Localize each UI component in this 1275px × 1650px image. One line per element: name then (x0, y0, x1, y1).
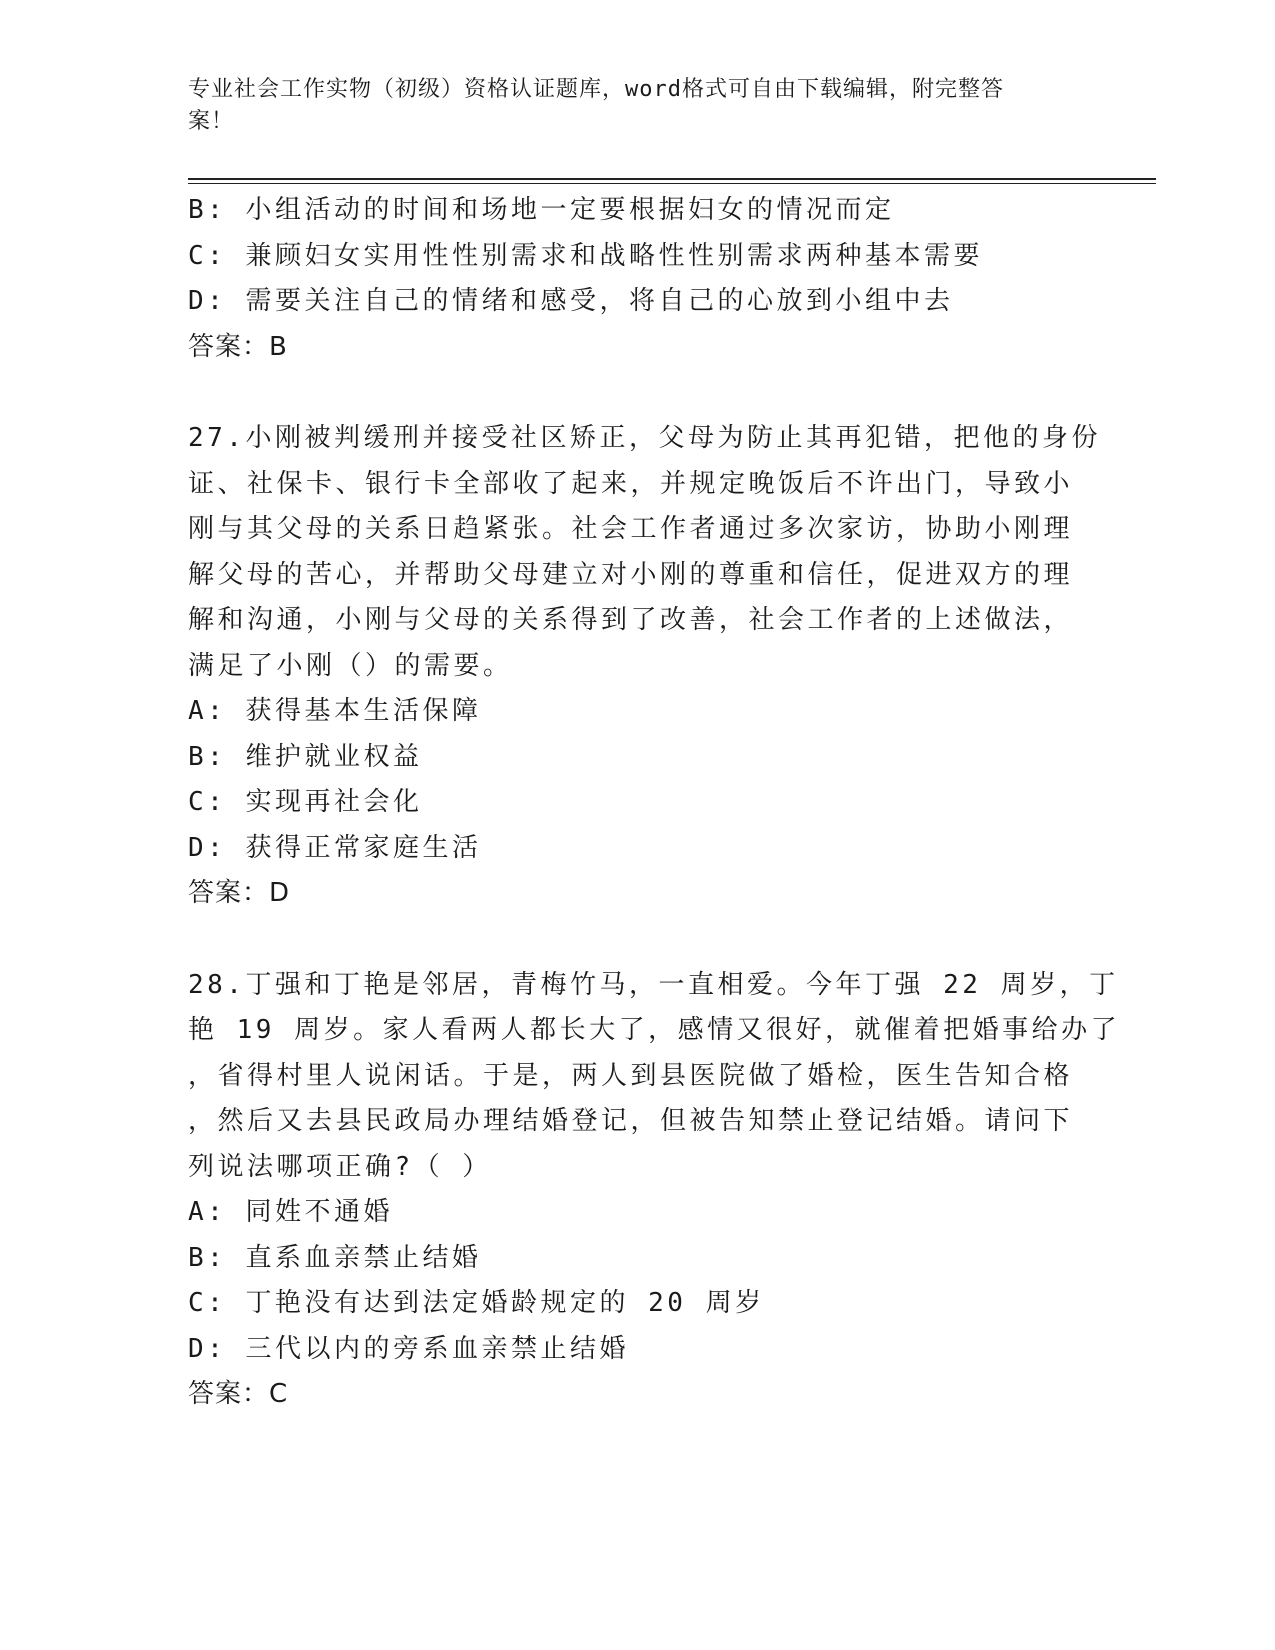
spacer (188, 370, 1088, 416)
answer-line: 答案：B (188, 331, 288, 362)
option-d: D: 需要关注自己的情绪和感受，将自己的心放到小组中去 (188, 286, 954, 316)
header-rule-thin (188, 183, 1156, 184)
option-b: B: 直系血亲禁止结婚 (188, 1242, 482, 1273)
option-c: C: 实现再社会化 (188, 787, 423, 817)
spacer (188, 917, 1088, 963)
option-b: B: 维护就业权益 (188, 741, 423, 772)
question-27-block (188, 416, 1101, 917)
question-content (188, 188, 1121, 1418)
answer-line: 答案：D (188, 878, 291, 908)
question-stem-line: 解父母的苦心，并帮助父母建立对小刚的尊重和信任，促进双方的理 (188, 559, 1074, 590)
header-line-1: 专业社会工作实物（初级）资格认证题库，word格式可自由下载编辑，附完整答 (188, 77, 1004, 102)
question-stem-line: 证、社保卡、银行卡全部收了起来，并规定晚饭后不许出门，导致小 (188, 468, 1074, 499)
header-rule-thick (188, 178, 1156, 180)
question-stem-line: ，然后又去县民政局办理结婚登记，但被告知禁止登记结婚。请问下 (188, 1106, 1074, 1136)
option-d: D: 获得正常家庭生活 (188, 832, 482, 863)
option-a: A: 同姓不通婚 (188, 1197, 393, 1227)
header-line-2: 案！ (188, 109, 235, 134)
question-stem-line: 刚与其父母的关系日趋紧张。社会工作者通过多次家访，协助小刚理 (188, 514, 1074, 544)
previous-question-block (188, 188, 1088, 370)
answer-line: 答案：C (188, 1379, 289, 1409)
option-a: A: 获得基本生活保障 (188, 696, 482, 726)
question-stem-line: 解和沟通，小刚与父母的关系得到了改善，社会工作者的上述做法， (188, 605, 1074, 635)
question-stem-line: 28.丁强和丁艳是邻居，青梅竹马，一直相爱。今年丁强 22 周岁，丁 (188, 969, 1119, 1000)
option-c: C: 兼顾妇女实用性性别需求和战略性性别需求两种基本需要 (188, 240, 983, 271)
question-stem-line: 满足了小刚（）的需要。 (188, 650, 513, 681)
question-stem-line: 艳 19 周岁。家人看两人都长大了，感情又很好，就催着把婚事给办了 (188, 1015, 1121, 1045)
option-d: D: 三代以内的旁系血亲禁止结婚 (188, 1333, 629, 1364)
question-stem-line: 27.小刚被判缓刑并接受社区矫正，父母为防止其再犯错，把他的身份 (188, 423, 1101, 453)
option-c: C: 丁艳没有达到法定婚龄规定的 20 周岁 (188, 1288, 765, 1318)
document-header (188, 74, 1068, 138)
question-stem-line: ，省得村里人说闲话。于是，两人到县医院做了婚检，医生告知合格 (188, 1060, 1074, 1091)
option-b: B: 小组活动的时间和场地一定要根据妇女的情况而定 (188, 195, 895, 225)
question-stem-line: 列说法哪项正确?（ ） (188, 1151, 492, 1182)
question-28-block (188, 963, 1121, 1418)
